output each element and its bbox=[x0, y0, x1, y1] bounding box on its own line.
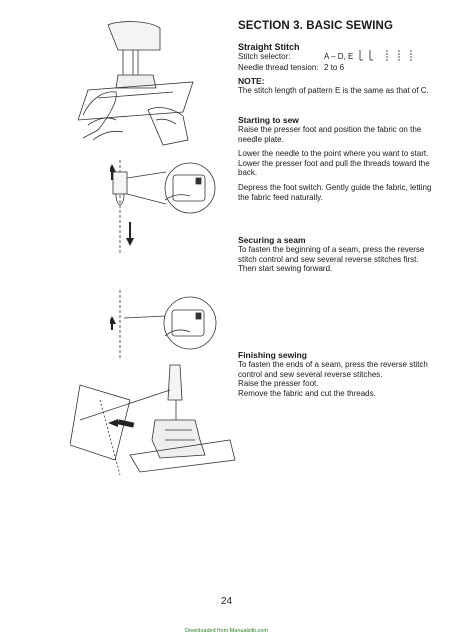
starting-paragraph: Lower the needle to the point where you want to start. Lower the presser foot and pull the threads toward the back. bbox=[238, 149, 430, 178]
note-block bbox=[238, 76, 438, 96]
illustration-finishing-sewing bbox=[70, 360, 240, 475]
securing-block bbox=[238, 235, 438, 274]
securing-heading: Securing a seam bbox=[238, 235, 306, 245]
starting-block bbox=[238, 115, 438, 207]
spec-value: A – D, E bbox=[324, 52, 354, 61]
illustration-securing-seam bbox=[110, 290, 230, 360]
note-text: The stitch length of pattern E is the same as that of C. bbox=[238, 86, 429, 95]
finishing-heading: Finishing sewing bbox=[238, 350, 307, 360]
starting-heading: Starting to sew bbox=[238, 115, 299, 125]
section-title: SECTION 3. BASIC SEWING bbox=[238, 20, 394, 32]
spec-label: Needle thread tension: bbox=[238, 63, 319, 72]
spec-value: 2 to 6 bbox=[324, 63, 345, 72]
page-number: 24 bbox=[220, 596, 233, 607]
note-heading: NOTE: bbox=[238, 76, 265, 86]
finishing-block bbox=[238, 350, 438, 398]
straight-stitch-heading: Straight Stitch bbox=[238, 42, 300, 52]
starting-paragraph: Depress the foot switch. Gently guide the fabric, letting the fabric feed naturally. bbox=[238, 182, 432, 202]
spec-label: Stitch selector: bbox=[238, 52, 291, 61]
spec-row-stitch-selector bbox=[238, 52, 438, 63]
illustration-reverse-stitch-start bbox=[110, 160, 230, 255]
footer-source-link[interactable]: Downloaded from Manualslib.com bbox=[185, 628, 268, 634]
illustration-starting-to-sew bbox=[78, 20, 198, 155]
finishing-text: To fasten the ends of a seam, press the reverse stitch control and sew several reverse stitches. Raise the presser foot. Remove the fabric and cut the threads. bbox=[238, 360, 428, 398]
stitch-pattern-icons bbox=[356, 49, 418, 63]
starting-paragraph: Raise the presser foot and position the fabric on the needle plate. bbox=[238, 125, 422, 144]
straight-stitch-block bbox=[238, 42, 438, 73]
feed-direction-arrow bbox=[108, 419, 134, 428]
spec-row-thread-tension bbox=[238, 63, 438, 73]
securing-text: To fasten the beginning of a seam, press the reverse stitch control and sew several reverse stitches first. Then start sewing forward. bbox=[238, 245, 425, 274]
